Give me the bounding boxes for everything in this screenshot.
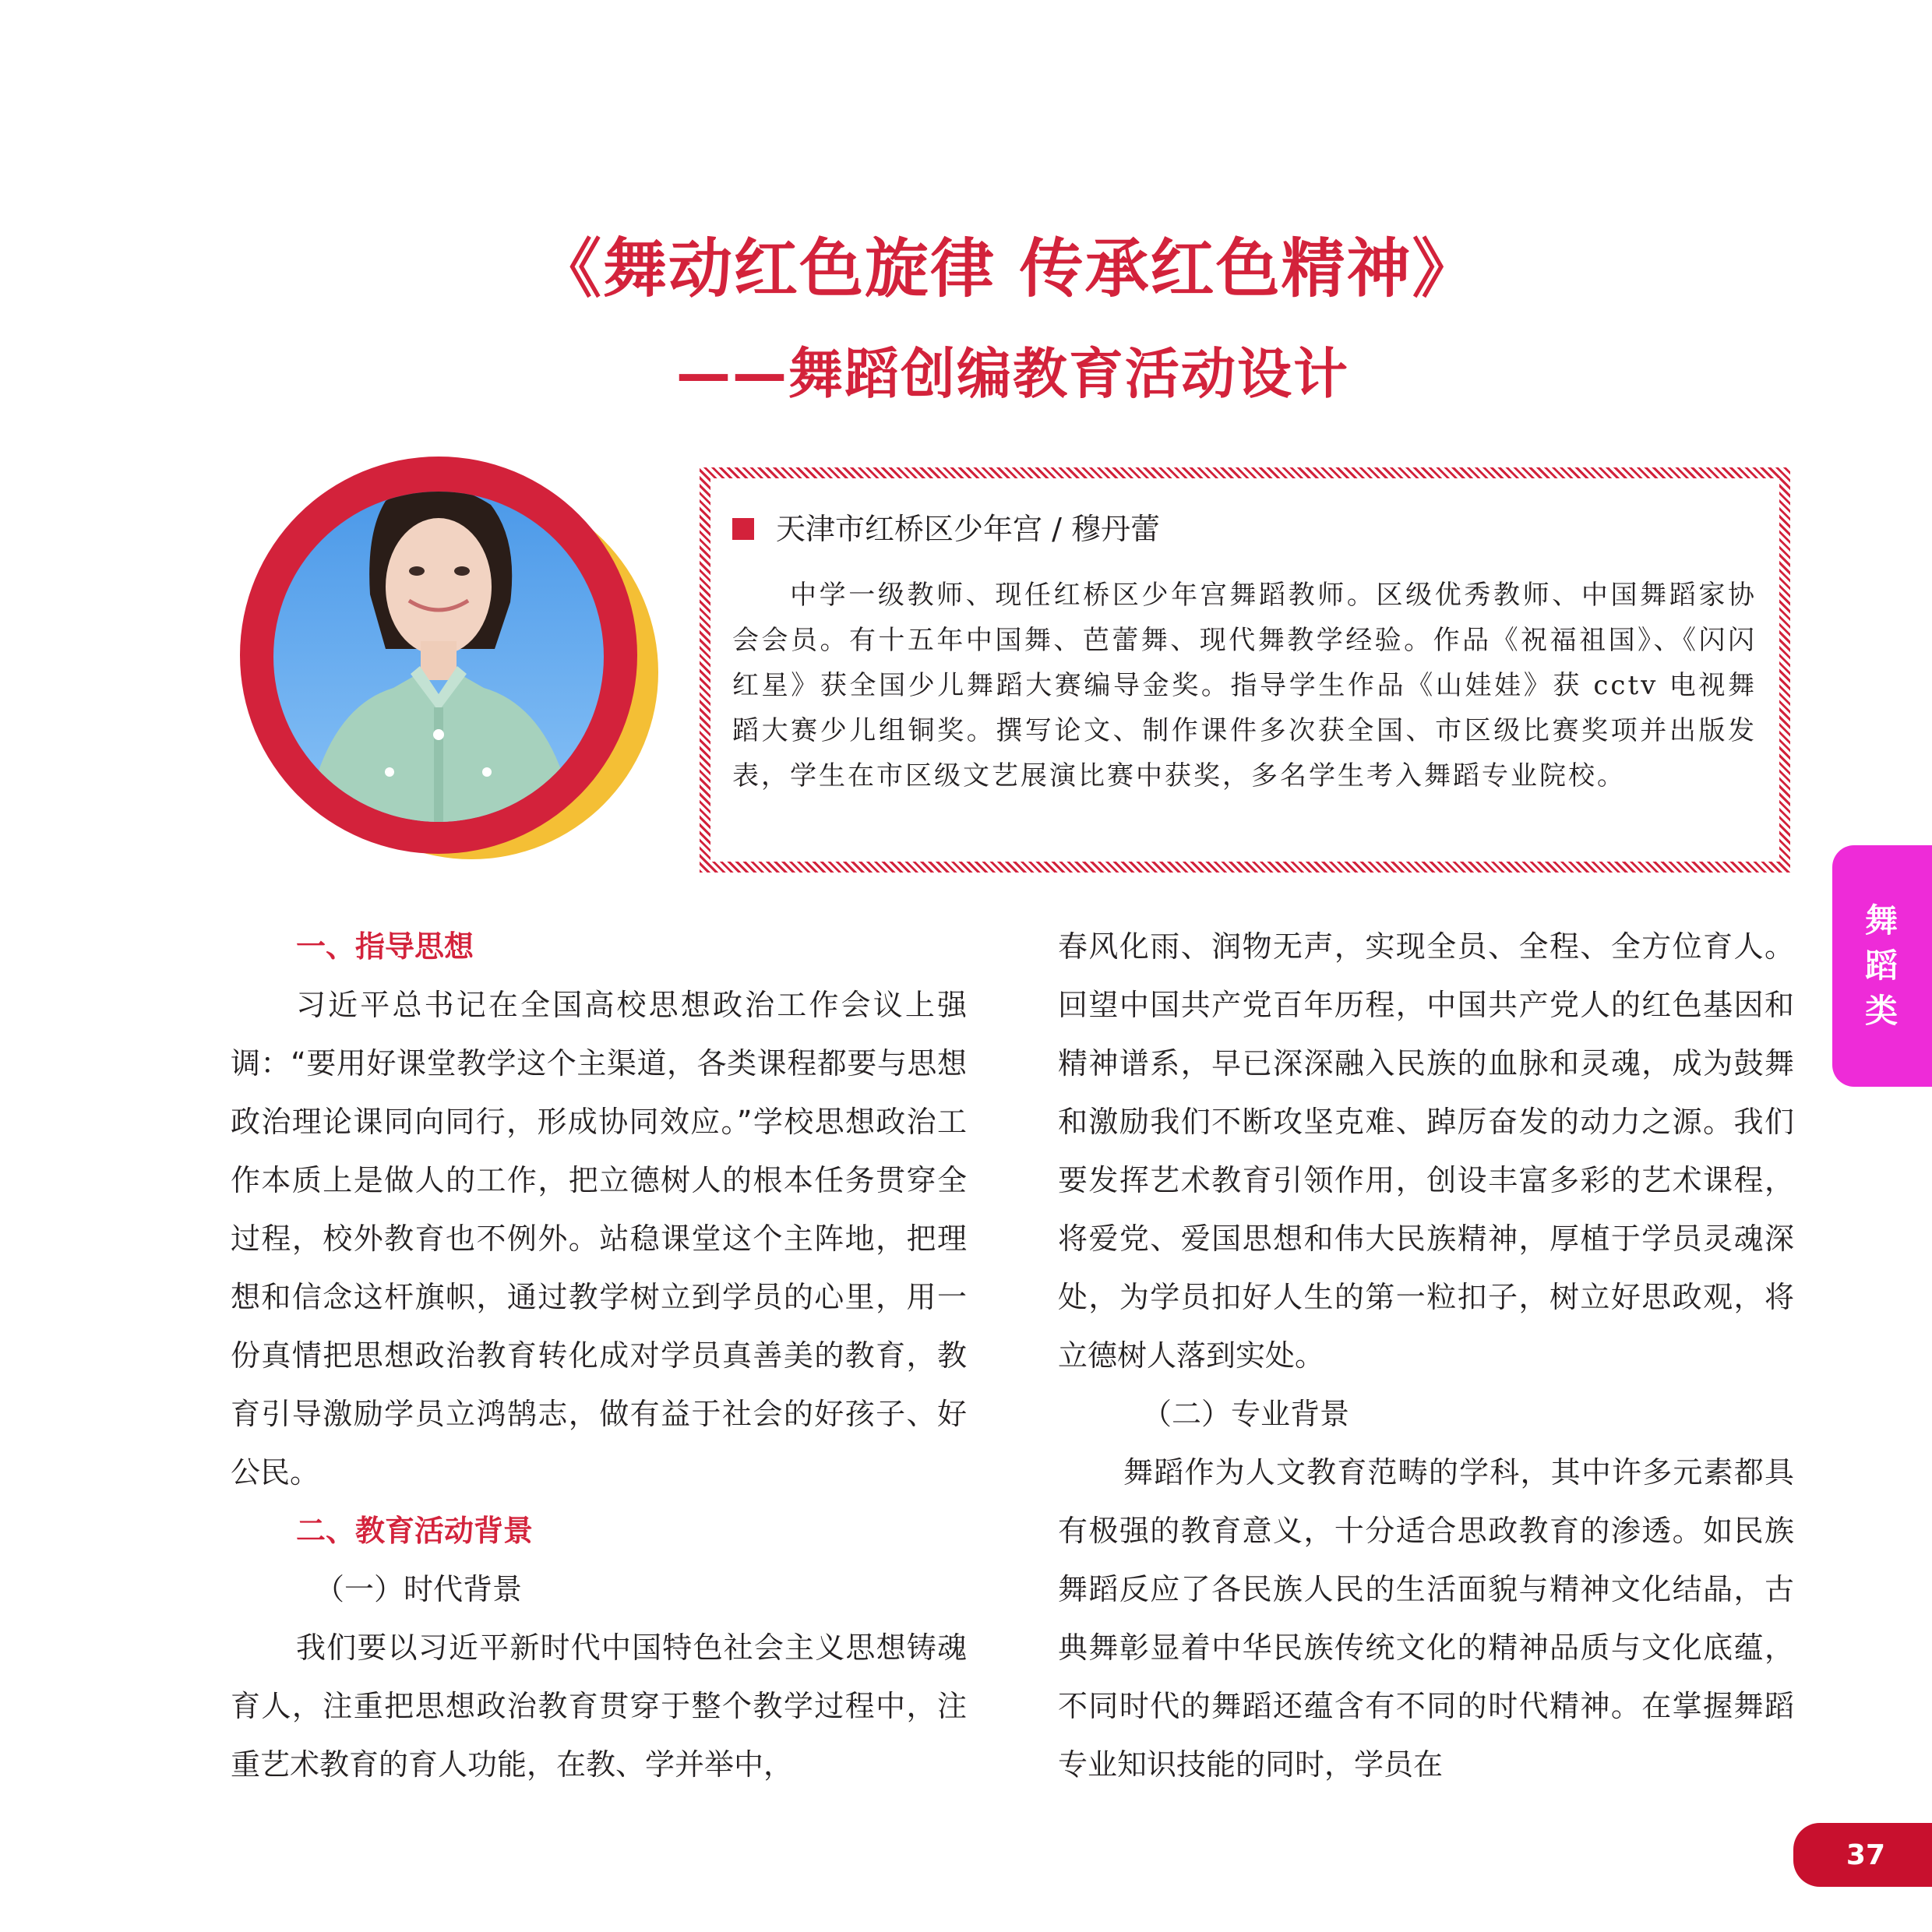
sub1-paragraph-right: 春风化雨、润物无声，实现全员、全程、全方位育人。回望中国共产党百年历程，中国共产党人的红色基因和精神谱系，早已深深融入民族的血脉和灵魂，成为鼓舞和激励我们不断攻坚克难、踔厉奋发的动力之源。我们要发挥艺术教育引领作用，创设丰富多彩的艺术课程，将爱党、爱国思想和伟大民族精神，厚植于学员灵魂深处，为学员扣好人生的第一粒扣子，树立好思政观，将立德树人落到实处。 (1058, 929, 1794, 1373)
category-char: 蹈 (1864, 947, 1898, 985)
sub2-paragraph: 舞蹈作为人文教育范畴的学科，其中许多元素都具有极强的教育意义，十分适合思政教育的渗透。如民族舞蹈反应了各民族人民的生活面貌与精神文化结晶，古典舞彰显着中华民族传统文化的精神品质与文化底蕴，不同时代的舞蹈还蕴含有不同的时代精神。在掌握舞蹈专业知识技能的同时，学员在 (1058, 1455, 1794, 1782)
left-column (231, 918, 967, 1794)
square-bullet-icon (732, 518, 754, 540)
page-number-text: 37 (1846, 1839, 1885, 1871)
category-char: 类 (1864, 992, 1898, 1030)
portrait-illustration (230, 454, 666, 859)
sub1-paragraph-left: 我们要以习近平新时代中国特色社会主义思想铸魂育人，注重把思想政治教育贯穿于整个教学过程中，注重艺术教育的育人功能，在教、学并举中， (231, 1631, 967, 1782)
sub2-heading: （二）专业背景 (1142, 1397, 1350, 1431)
article-title: 《舞动红色旋律 传承红色精神》 (538, 232, 1478, 306)
affiliation-text: 天津市红桥区少年宫 / 穆丹蕾 (776, 512, 1160, 546)
author-portrait (230, 454, 666, 859)
author-affiliation (732, 514, 1160, 544)
author-bio: 中学一级教师、现任红桥区少年宫舞蹈教师。区级优秀教师、中国舞蹈家协会会员。有十五年中国舞、芭蕾舞、现代舞教学经验。作品《祝福祖国》、《闪闪红星》获全国少儿舞蹈大赛编导金奖。指导学生作品《山娃娃》获 cctv 电视舞蹈大赛少儿组铜奖。撰写论文、制作课件多次获全国、市区级比赛奖项并出版发表，学生在市区级文艺展演比赛中获奖，多名学生考入舞蹈专业院校。 (732, 580, 1757, 791)
page-number (1793, 1823, 1932, 1887)
category-tab (1832, 845, 1932, 1087)
article-subtitle: ——舞蹈创编教育活动设计 (676, 342, 1349, 406)
section1-paragraph: 习近平总书记在全国高校思想政治工作会议上强调：“要用好课堂教学这个主渠道，各类课程都要与思想政治理论课同向同行，形成协同效应。”学校思想政治工作本质上是做人的工作，把立德树人的根本任务贯穿全过程，校外教育也不例外。站稳课堂这个主阵地，把理想和信念这杆旗帜，通过教学树立到学员的心里，用一份真情把思想政治教育转化成对学员真善美的教育，教育引导激励学员立鸿鹄志，做有益于社会的好孩子、好公民。 (231, 988, 967, 1490)
sub1-heading: （一）时代背景 (315, 1572, 523, 1606)
category-char: 舞 (1864, 901, 1898, 940)
section1-heading: 一、指导思想 (296, 929, 474, 964)
right-column (1058, 918, 1794, 1794)
section2-heading: 二、教育活动背景 (296, 1514, 534, 1548)
